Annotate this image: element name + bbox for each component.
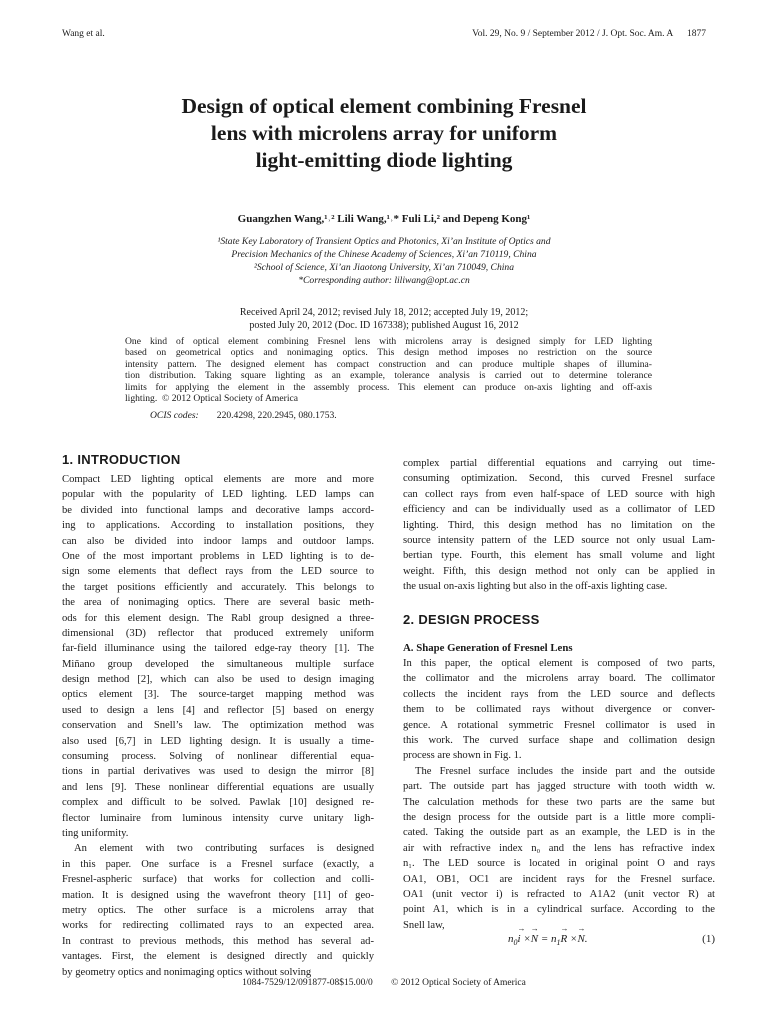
- text-line: design method [2], which can also be used to design imaging: [62, 674, 374, 686]
- abstract-line: One kind of optical element combining Fresnel lens with microlens array is designed simply for LED lighting: [125, 336, 652, 347]
- text-line: collects the incident rays from the LED source and deflects: [403, 688, 715, 700]
- text-line: ting uniformity.: [62, 827, 129, 839]
- running-header-authors: Wang et al.: [62, 29, 105, 39]
- text-line: popular with the popularity of LED lighting. LED lamps can: [62, 489, 374, 501]
- text-line: process are shown in Fig. 1.: [403, 750, 522, 762]
- text-line: works for redirecting collimated rays to an expected area.: [62, 920, 374, 932]
- text-line: this work. The curved surface shape and collimation design: [403, 735, 715, 747]
- text-line: An element with two contributing surfaces is designed: [74, 843, 374, 855]
- page-footer: [0, 978, 768, 988]
- text-line: Compact LED lighting optical elements are more and more: [62, 474, 374, 485]
- text-line: efficiency and can be individually used as a collimator of LED: [403, 504, 715, 516]
- text-line: The calculation methods for these two parts are the same but: [403, 796, 715, 808]
- text-line: ing to applications. According to installation positions, they: [62, 520, 374, 532]
- affiliation-line: ²School of Science, Xi’an Jiaotong University, Xi’an 710049, China: [254, 262, 514, 273]
- text-line: far-field illuminance using the tailored edge-ray theory [1]. The: [62, 643, 374, 655]
- abstract-line: intensity pattern. The designed element has compact construction and can produce multiple shapes of illumina-: [125, 358, 652, 370]
- text-line: the design process for the outside part is a little more compli-: [403, 811, 715, 823]
- title-line: lens with microlens array for uniform: [210, 121, 558, 145]
- text-line: OA1, OB1, OC1 are incident rays for the Fresnel surface.: [403, 873, 715, 885]
- section-heading-design-process: 2. DESIGN PROCESS: [403, 612, 540, 627]
- affiliation-line: ¹State Key Laboratory of Transient Optics and Photonics, Xi’an Institute of Optics and: [217, 236, 551, 247]
- text-line: be divided into functional lamps and decorative lamps accord-: [62, 504, 374, 516]
- abstract: [125, 336, 652, 404]
- text-line: by geometry optics and nonimaging optics without solving: [62, 966, 312, 978]
- ocis-value: 220.4298, 220.2945, 080.1753.: [216, 410, 337, 421]
- text-line: OA1 (unit vector i) is refracted to A1A2 (unit vector R) at: [403, 888, 715, 900]
- running-header-journal: Vol. 29, No. 9 / September 2012 / J. Opt. Soc. Am. A 1877: [472, 29, 706, 39]
- text-line: tions in partial derivatives was used to design the mirror [8]: [62, 766, 374, 778]
- text-line: gence. A rotational symmetric Fresnel collimator is used in: [403, 719, 715, 731]
- text-line: ods for this element design. The Rabl group designed a three-: [62, 612, 374, 624]
- ocis-label: OCIS codes:: [150, 410, 199, 421]
- text-line: the target positions efficiently and accurately. This belongs to: [62, 581, 374, 593]
- text-line: point A1, which is in a cylindrical surface. According to the: [403, 904, 715, 916]
- title-line: light-emitting diode lighting: [255, 148, 513, 172]
- text-line: dimensional (3D) reflector that produced extremely uniform: [62, 627, 374, 639]
- text-line: bertian type. Fourth, this element has small volume and light: [403, 550, 715, 562]
- text-line: also used [6,7] in LED lighting design. It is usually a time-: [62, 735, 374, 747]
- text-line: sign some elements that deflect rays from the LED source to: [62, 566, 374, 578]
- text-line: mation. It is designed using the wavefront theory [11] of geo-: [62, 889, 374, 901]
- text-line: can collect rays from even half-space of LED source with high: [403, 488, 715, 500]
- text-line: the usual on-axis lighting but also in the off-axis lighting case.: [403, 581, 668, 593]
- abstract-line: limits for applying the element in the assembly process. This element can produce on-axis lighting and off-axis: [125, 381, 652, 393]
- text-line: source intensity pattern of the LED source not only usual Lam-: [403, 534, 715, 546]
- text-line: n₁. The LED source is located in original point O and rays: [403, 858, 715, 870]
- text-line: metry optics. The other surface is a microlens array that: [62, 904, 374, 916]
- affiliation-line: Precision Mechanics of the Chinese Academy of Sciences, Xi’an 710119, China: [231, 249, 537, 260]
- text-line: cated. Taking the outside part as an example, the LED is in the: [403, 827, 715, 839]
- publication-dates: [90, 306, 678, 332]
- text-line: complex and difficult to be solved. Pawlak [10] designed re-: [62, 797, 374, 809]
- dates-line: Received April 24, 2012; revised July 18, 2012; accepted July 19, 2012;: [239, 307, 529, 318]
- text-line: consuming optimization. Second, this curved Fresnel surface: [403, 473, 715, 485]
- text-line: the collimator and the microlens array board. The collimator: [403, 673, 715, 685]
- text-line: part. The outside part has jagged structure with tooth width w.: [403, 781, 715, 793]
- text-line: them to be collimated rays without divergence or conver-: [403, 704, 715, 716]
- footer-code: 1084-7529/12/091877-08$15.00/0: [242, 978, 373, 988]
- text-line: In this paper, the optical element is composed of two parts,: [403, 658, 715, 670]
- text-line: In contrast to previous methods, this method has several ad-: [62, 935, 374, 947]
- text-line: and lens [9]. These nonlinear differential equations are usually: [62, 781, 374, 793]
- corresponding-author: *Corresponding author: liliwang@opt.ac.cn: [298, 275, 470, 286]
- text-line: conservation and Snell’s law. The optimization method was: [62, 720, 374, 732]
- text-line: The Fresnel surface includes the inside part and the outside: [415, 765, 715, 777]
- ocis-codes: [150, 410, 337, 421]
- left-column-text: [62, 472, 374, 980]
- text-line: optics element [3]. The source-target mapping method was: [62, 689, 374, 701]
- text-line: can also be divided into indoor lamps and outdoor lamps.: [62, 535, 374, 547]
- author-list: Guangzhen Wang,¹˒² Lili Wang,¹˒* Fuli Li,² and Depeng Kong¹: [237, 213, 531, 225]
- abstract-line: lighting. © 2012 Optical Society of America: [125, 393, 299, 405]
- text-line: Snell law,: [403, 919, 445, 931]
- text-line: lighting. Third, this design method has no limitation on the: [403, 519, 715, 531]
- affiliations: [90, 235, 678, 287]
- equation-body: $n_0\to i \times\to N = n_1\to R \times\to N$.: [508, 933, 588, 947]
- abstract-line: based on geometrical optics and nonimaging optics. This design method imposes no restriction on the source: [125, 347, 652, 359]
- title-line: Design of optical element combining Fresnel: [181, 94, 587, 118]
- abstract-line: tion distribution. Taking square lighting as an example, tolerance analysis is carried out to determine tolerance: [125, 370, 652, 382]
- equation-number: (1): [702, 933, 715, 945]
- text-line: Fresnel-aspheric surface) that works for collection and colli-: [62, 874, 374, 886]
- dates-line: posted July 20, 2012 (Doc. ID 167338); published August 16, 2012: [249, 320, 519, 331]
- text-line: flector luminaire from luminous intensity curve unitary ligh-: [62, 812, 374, 824]
- paper-title: [90, 93, 678, 174]
- text-line: air with refractive index n₀ and the lens has refractive index: [403, 842, 715, 854]
- footer-copyright: © 2012 Optical Society of America: [391, 978, 526, 988]
- section-heading-introduction: 1. INTRODUCTION: [62, 452, 181, 467]
- text-line: in this paper. One surface is a Fresnel surface (exactly, a: [62, 858, 374, 870]
- text-line: complex partial differential equations and carrying out time-: [403, 458, 715, 469]
- text-line: consuming process. Solving of nonlinear differential equa-: [62, 751, 374, 763]
- text-line: used to design a lens [4] and reflector [5] based on energy: [62, 704, 374, 716]
- text-line: vantages. First, the element is designed directly and quickly: [62, 951, 374, 963]
- subsection-heading: A. Shape Generation of Fresnel Lens: [403, 641, 573, 654]
- text-line: weight. Fifth, this design method not only can be applied in: [403, 565, 715, 577]
- text-line: One of the most important problems in LED lighting is to de-: [62, 550, 374, 562]
- text-line: the area of nonimaging optics. There are several basic meth-: [62, 597, 374, 609]
- right-column-text: [403, 456, 715, 933]
- text-line: Miñano group developed the simultaneous multiple surface: [62, 658, 374, 670]
